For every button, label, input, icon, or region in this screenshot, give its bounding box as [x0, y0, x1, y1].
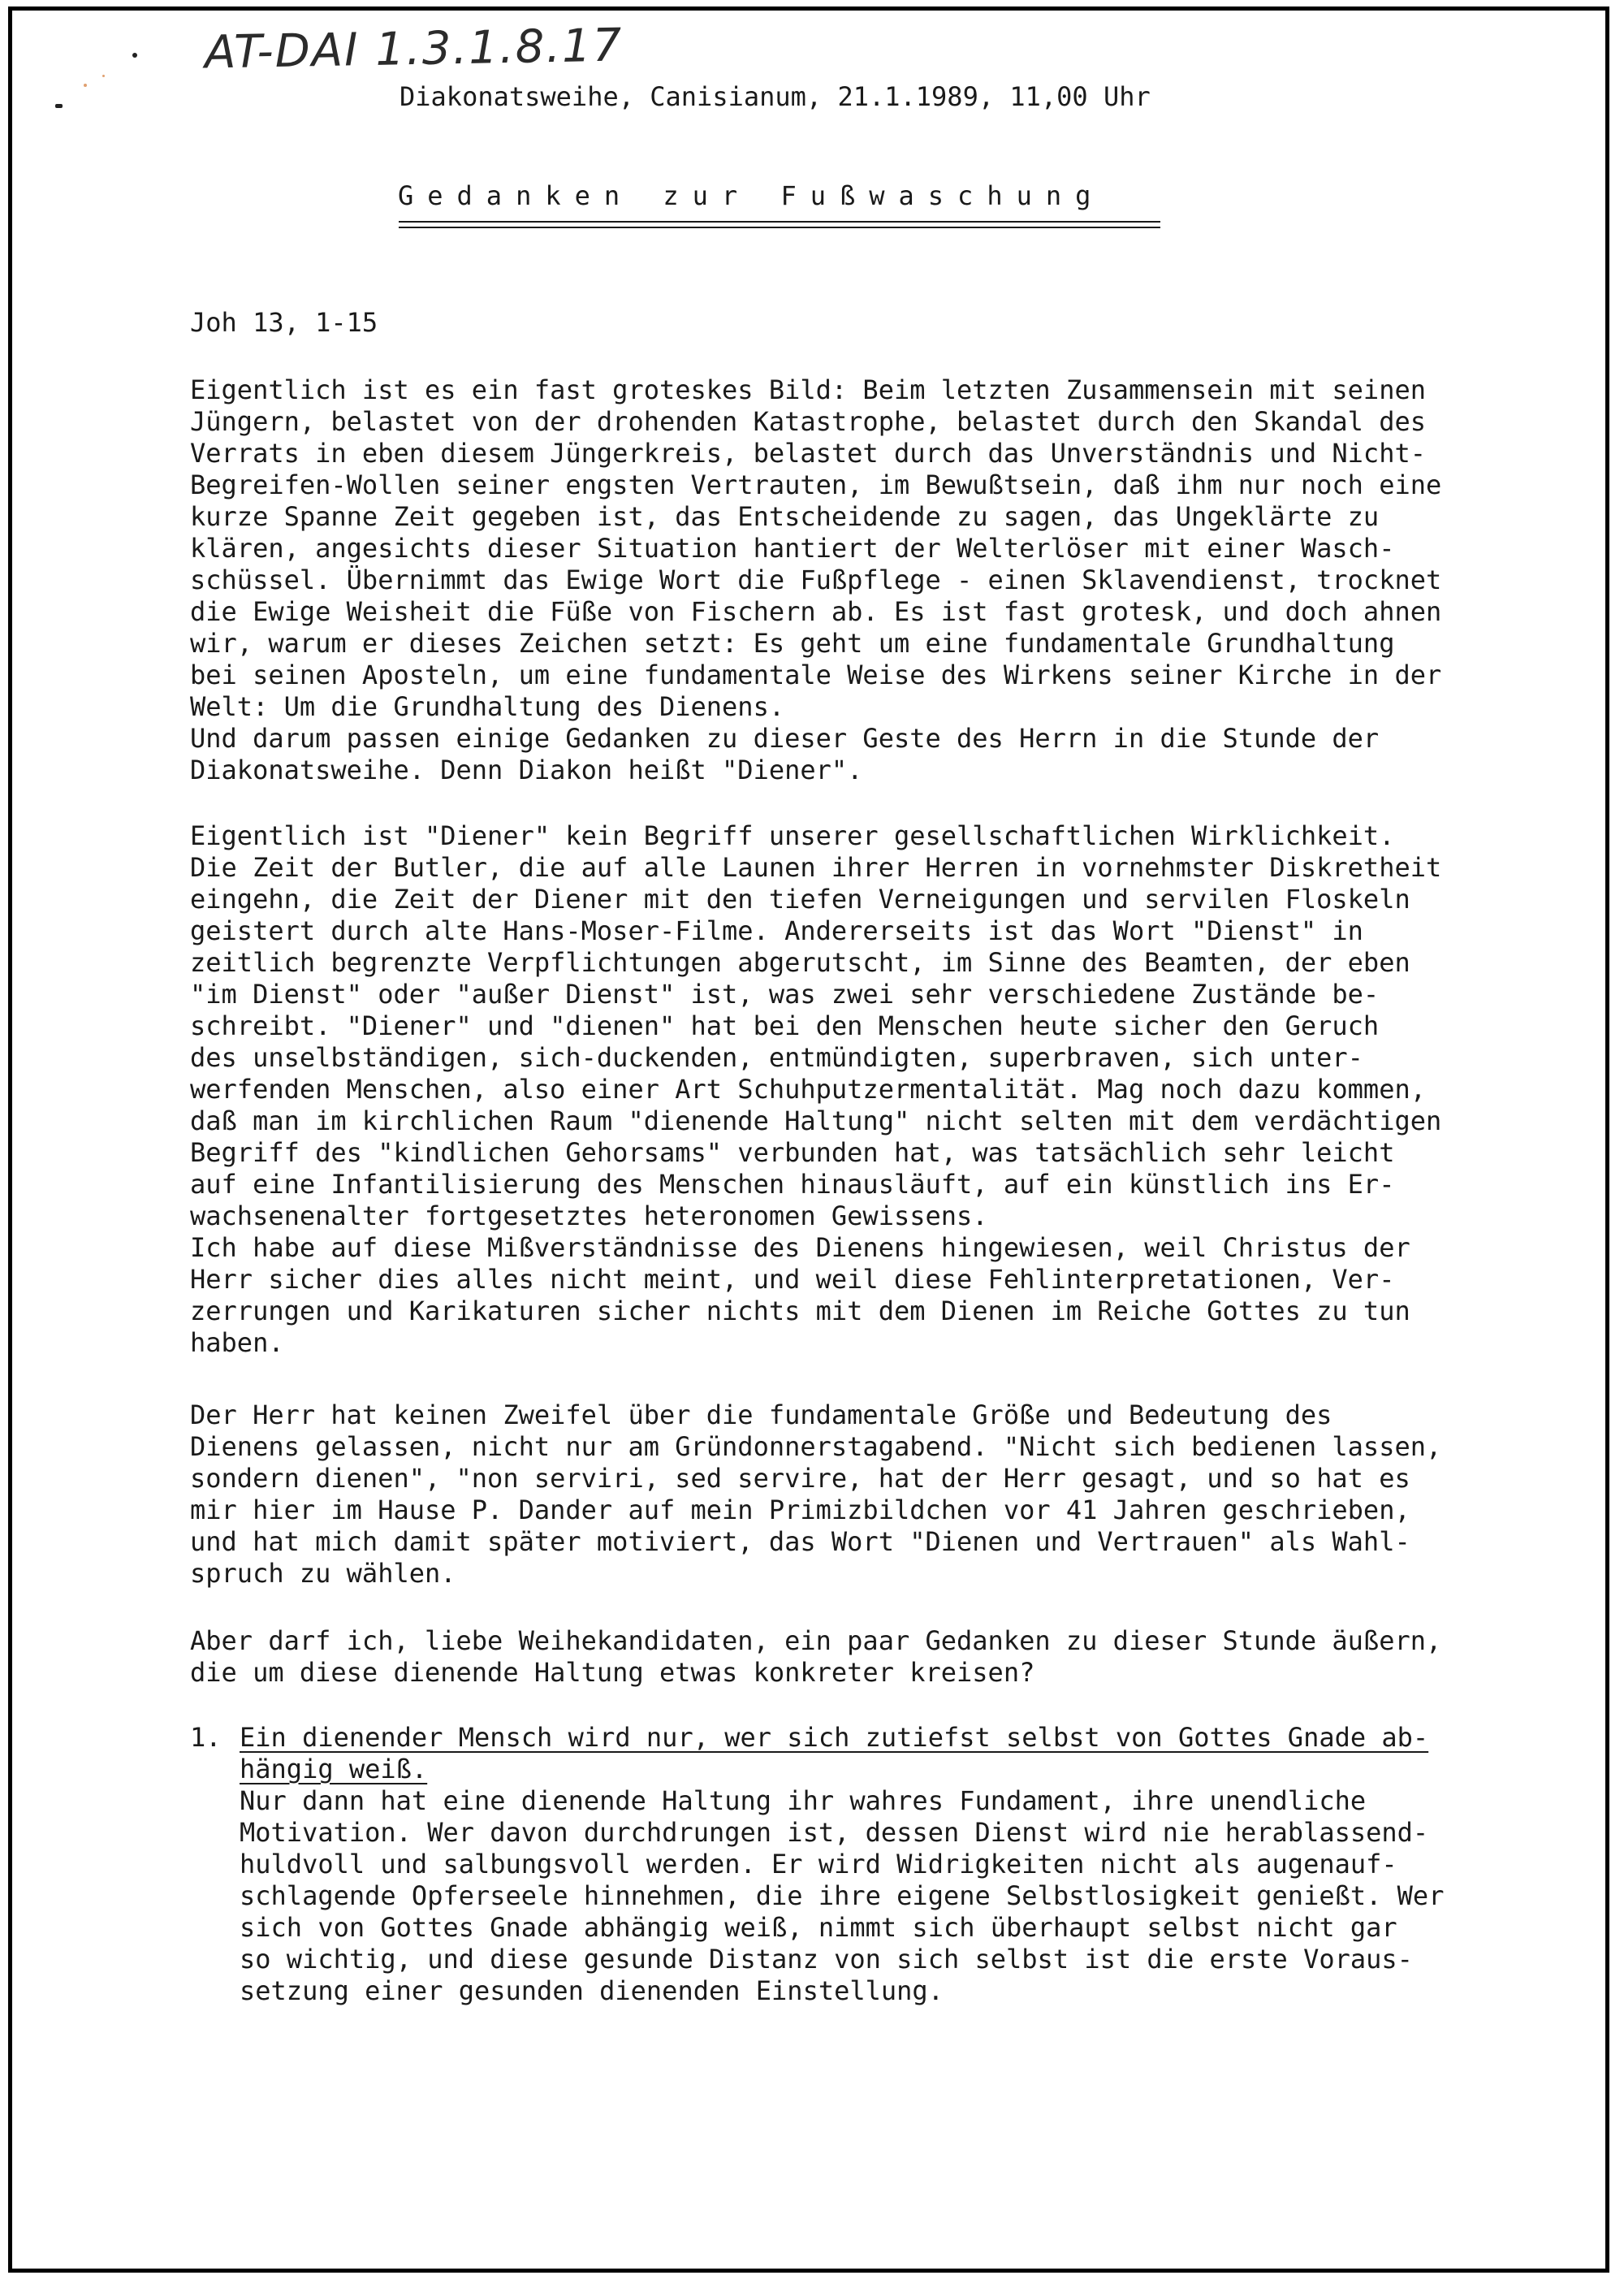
point-body-line: huldvoll und salbungsvoll werden. Er wird Widrigkeiten nicht als augenauf- [240, 1849, 1397, 1880]
paragraph-line: Aber darf ich, liebe Weihekandidaten, ein paar Gedanken zu dieser Stunde äußern, [190, 1625, 1442, 1656]
paragraph-line: "im Dienst" oder "außer Dienst" ist, was zwei sehr verschiedene Zustände be- [190, 979, 1380, 1010]
paragraph-line: schüssel. Übernimmt das Ewige Wort die Fußpflege - einen Sklavendienst, trocknet [190, 565, 1442, 595]
paragraph-line: Diakonatsweihe. Denn Diakon heißt "Diener". [190, 755, 863, 785]
paragraph-line: eingehn, die Zeit der Diener mit den tiefen Verneigungen und servilen Floskeln [190, 884, 1410, 915]
archive-signature: AT-DAI 1.3.1.8.17 [204, 19, 624, 80]
page-title: Gedanken zur Fußwaschung [398, 180, 1105, 211]
bible-reference: Joh 13, 1-15 [190, 307, 378, 338]
paragraph-line: daß man im kirchlichen Raum "dienende Haltung" nicht selten mit dem verdächtigen [190, 1105, 1442, 1136]
point-body-line: Motivation. Wer davon durchdrungen ist, dessen Dienst wird nie herablassend- [240, 1817, 1429, 1848]
paragraph-line: Verrats in eben diesem Jüngerkreis, belastet durch das Unverständnis und Nicht- [190, 438, 1426, 469]
paragraph-line: Begriff des "kindlichen Gehorsams" verbunden hat, was tatsächlich sehr leicht [190, 1137, 1395, 1168]
title-double-rule [399, 221, 1160, 228]
paragraph-line: sondern dienen", "non serviri, sed servire, hat der Herr gesagt, und so hat es [190, 1463, 1410, 1494]
paragraph-line: werfenden Menschen, also einer Art Schuhputzermentalität. Mag noch dazu kommen, [190, 1074, 1426, 1105]
paragraph-line: klären, angesichts dieser Situation hantiert der Welterlöser mit einer Wasch- [190, 533, 1395, 564]
paragraph-line: die Ewige Weisheit die Füße von Fischern ab. Es ist fast grotesk, und doch ahnen [190, 596, 1442, 627]
paragraph-line: mir hier im Hause P. Dander auf mein Primizbildchen vor 41 Jahren geschrieben, [190, 1495, 1410, 1525]
paragraph-line: wachsenenalter fortgesetztes heteronomen Gewissens. [190, 1200, 988, 1231]
paragraph-line: kurze Spanne Zeit gegeben ist, das Entscheidende zu sagen, das Ungeklärte zu [190, 501, 1380, 532]
point-body-line: setzung einer gesunden dienenden Einstellung. [240, 1975, 944, 2006]
point-body-line: so wichtig, und diese gesunde Distanz von sich selbst ist die erste Voraus- [240, 1944, 1413, 1975]
paragraph-line: Eigentlich ist "Diener" kein Begriff unserer gesellschaftlichen Wirklichkeit. [190, 820, 1395, 851]
paragraph-line: zeitlich begrenzte Verpflichtungen abgerutscht, im Sinne des Beamten, der eben [190, 947, 1410, 978]
margin-dot-mark [132, 53, 137, 58]
paragraph-line: Und darum passen einige Gedanken zu dieser Geste des Herrn in die Stunde der [190, 723, 1380, 754]
paragraph-line: Eigentlich ist es ein fast groteskes Bild: Beim letzten Zusammensein mit seinen [190, 374, 1426, 405]
point-number: 1. [190, 1722, 222, 1753]
point-heading-line: hängig weiß. [240, 1754, 428, 1784]
margin-dash-mark [55, 104, 63, 108]
paragraph-line: spruch zu wählen. [190, 1558, 456, 1589]
paragraph-line: Dienens gelassen, nicht nur am Gründonnerstagabend. "Nicht sich bedienen lassen, [190, 1431, 1442, 1462]
paragraph-line: geistert durch alte Hans-Moser-Filme. Andererseits ist das Wort "Dienst" in [190, 915, 1363, 946]
margin-orange-dot [102, 75, 105, 77]
paragraph-line: auf eine Infantilisierung des Menschen hinausläuft, auf ein künstlich ins Er- [190, 1169, 1395, 1200]
paragraph-line: Welt: Um die Grundhaltung des Dienens. [190, 691, 785, 722]
point-body-line: Nur dann hat eine dienende Haltung ihr wahres Fundament, ihre unendliche [240, 1785, 1367, 1816]
paragraph-line: zerrungen und Karikaturen sicher nichts mit dem Dienen im Reiche Gottes zu tun [190, 1296, 1410, 1326]
dateline: Diakonatsweihe, Canisianum, 21.1.1989, 11,00 Uhr [400, 81, 1151, 112]
paragraph-line: und hat mich damit später motiviert, das Wort "Dienen und Vertrauen" als Wahl- [190, 1526, 1410, 1557]
paragraph-line: Herr sicher dies alles nicht meint, und weil diese Fehlinterpretationen, Ver- [190, 1264, 1395, 1295]
paragraph-line: Begreifen-Wollen seiner engsten Vertrauten, im Bewußtsein, daß ihm nur noch eine [190, 469, 1442, 500]
paragraph-line: haben. [190, 1327, 284, 1358]
paragraph-line: Der Herr hat keinen Zweifel über die fundamentale Größe und Bedeutung des [190, 1399, 1332, 1430]
paragraph-line: bei seinen Aposteln, um eine fundamentale Weise des Wirkens seiner Kirche in der [190, 660, 1442, 690]
point-body-line: sich von Gottes Gnade abhängig weiß, nimmt sich überhaupt selbst nicht gar [240, 1912, 1397, 1943]
point-heading-line: Ein dienender Mensch wird nur, wer sich zutiefst selbst von Gottes Gnade ab- [240, 1722, 1429, 1753]
paragraph-line: die um diese dienende Haltung etwas konkreter kreisen? [190, 1657, 1035, 1688]
paragraph-line: schreibt. "Diener" und "dienen" hat bei den Menschen heute sicher den Geruch [190, 1010, 1380, 1041]
paragraph-line: Jüngern, belastet von der drohenden Katastrophe, belastet durch den Skandal des [190, 406, 1426, 437]
paragraph-line: Die Zeit der Butler, die auf alle Launen ihrer Herren in vornehmster Diskretheit [190, 852, 1442, 883]
point-body-line: schlagende Opferseele hinnehmen, die ihre eigene Selbstlosigkeit genießt. Wer [240, 1880, 1445, 1911]
paragraph-line: des unselbständigen, sich-duckenden, entmündigten, superbraven, sich unter- [190, 1042, 1363, 1073]
paragraph-line: Ich habe auf diese Mißverständnisse des Dienens hingewiesen, weil Christus der [190, 1232, 1410, 1263]
paragraph-line: wir, warum er dieses Zeichen setzt: Es geht um eine fundamentale Grundhaltung [190, 628, 1395, 659]
margin-orange-dot [84, 84, 87, 87]
